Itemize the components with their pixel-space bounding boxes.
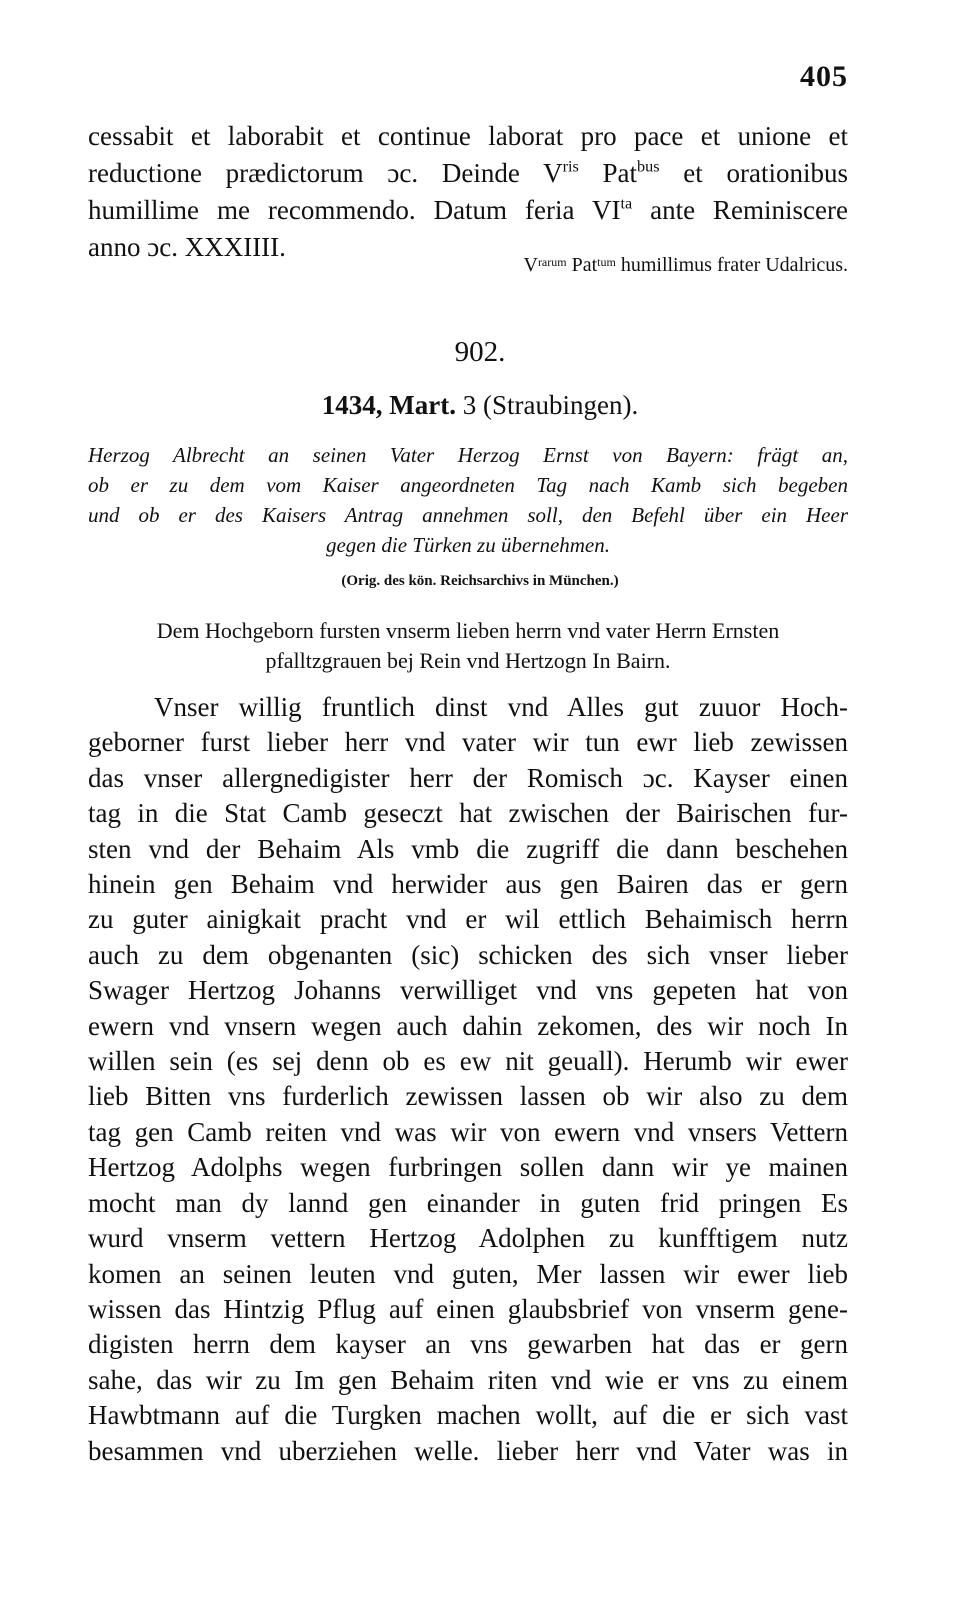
superscript: tum [597,255,616,270]
summary-line: ob er zu dem vom Kaiser angeordneten Tag nach Kamb sich begeben [88,473,848,497]
body-line: mocht man dy lannd gen einander in guten frid pringen Es [88,1187,848,1218]
date-day: 3 [462,390,477,420]
body-line: zu guter ainigkait pracht vnd er wil ettlich Behaimisch herrn [88,904,848,935]
superscript: bus [637,157,660,176]
superscript: ris [562,157,579,176]
summary-line: Herzog Albrecht an seinen Vater Herzog Ernst von Bayern: frägt an, [88,443,848,467]
date-year: 1434, [321,390,383,420]
body-line: sahe, das wir zu Im gen Behaim riten vnd wie er vns zu einem [88,1364,848,1395]
signature-text: V [523,254,538,276]
body-line: Vnser willig fruntlich dinst vnd Alles gut zuuor Hoch- [154,692,848,722]
signature-text: humillimus frater Udalricus. [615,254,848,276]
address-block [88,616,848,676]
intro-line: anno ɔc. XXXIIII. [88,232,286,262]
body-line: ewern vnd vnsern wegen auch dahin zekomen, des wir noch In [88,1010,848,1041]
body-line: willen sein (es sej denn ob es ew nit geuall). Herumb wir ewer [88,1046,848,1077]
body-line: das vnser allergnedigister herr der Romisch ɔc. Kayser einen [88,762,848,793]
signature-text: Pat [566,254,598,276]
date-line [0,390,960,421]
body-line: tag in die Stat Camb geseczt hat zwischen der Bairischen fur- [88,798,848,829]
intro-text: ante Reminiscere [632,195,848,225]
summary-line: gegen die Türken zu übernehmen. [325,533,610,557]
signature [523,254,848,277]
body-line: sten vnd der Behaim Als vmb die zugriff die dann beschehen [88,833,848,864]
intro-paragraph [88,118,848,266]
intro-line [88,155,848,192]
intro-text: humillime me recommendo. Datum feria VI [88,195,621,225]
intro-text: reductione prædictorum ɔc. Deinde V [88,158,563,188]
body-line: Hertzog Adolphs wegen furbringen sollen dann wir ye mainen [88,1152,848,1183]
body-line: wurd vnserm vettern Hertzog Adolphen zu kunfftigem nutz [88,1223,848,1254]
body-line: Hawbtmann auf die Turgken machen wollt, auf die er sich vast [88,1400,848,1431]
summary-regest [88,440,848,560]
summary-line: und ob er des Kaisers Antrag annehmen soll, den Befehl über ein Heer [88,503,848,527]
page-number: 405 [800,60,848,93]
body-line: lieb Bitten vns furderlich zewissen lassen ob wir also zu dem [88,1081,848,1112]
address-line: pfalltzgrauen bej Rein vnd Hertzogn In Bairn. [265,648,671,673]
date-place: (Straubingen). [483,390,639,420]
intro-text: Pat [578,158,638,188]
intro-line: cessabit et laborabit et continue laborat pro pace et unione et [88,121,848,151]
body-line: Swager Hertzog Johanns verwilliget vnd vns gepeten hat von [88,975,848,1006]
intro-line [88,192,848,229]
document-number: 902. [454,336,506,368]
body-line: auch zu dem obgenanten (sic) schicken des sich vnser lieber [88,939,848,970]
date-month: Mart. [389,390,456,420]
body-line: tag gen Camb reiten vnd was wir von ewern vnd vnsers Vettern [88,1116,848,1147]
superscript: rarum [537,255,567,270]
letter-body [88,690,848,1469]
body-line: hinein gen Behaim vnd herwider aus gen Bairen das er gern [88,869,848,900]
source-note: (Orig. des kön. Reichsarchivs in München.) [341,573,619,589]
body-line: wissen das Hintzig Pflug auf einen glaubsbrief von vnserm gene- [88,1293,848,1324]
intro-text: et orationibus [659,158,848,188]
body-line: besammen vnd uberziehen welle. lieber herr vnd Vater was in [88,1435,848,1466]
body-line: geborner furst lieber herr vnd vater wir tun ewr lieb zewissen [88,727,848,758]
body-line: digisten herrn dem kayser an vns gewarben hat das er gern [88,1329,848,1360]
address-line: Dem Hochgeborn fursten vnserm lieben herrn vnd vater Herrn Ernsten [156,618,780,643]
superscript: ta [620,194,633,213]
body-line: komen an seinen leuten vnd guten, Mer lassen wir ewer lieb [88,1258,848,1289]
